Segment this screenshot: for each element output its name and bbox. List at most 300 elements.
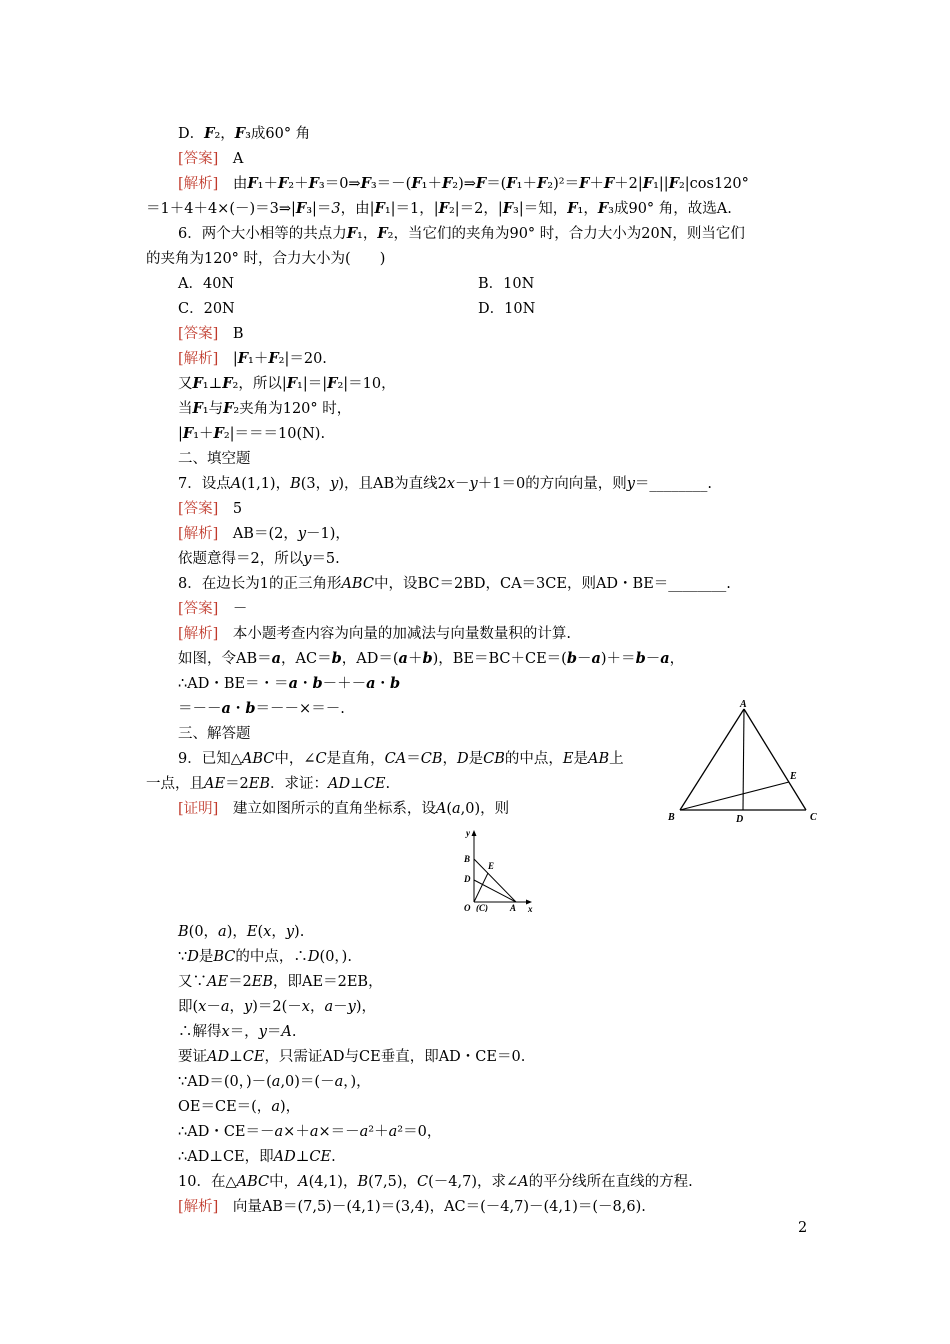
text-run: E [246,924,258,940]
text-line [146,199,732,219]
text-line [178,1197,646,1217]
section-tag: [答案] [178,601,219,617]
section-tag: [答案] [178,151,219,167]
text-run: 6．两个大小相等的共点力 [178,226,347,242]
text-run: 三、解答题 [178,726,251,742]
text-run: A [281,1024,292,1040]
text-line [146,774,390,794]
text-run: OE＝CE＝(， [178,1099,272,1115]
fig2-label-A: A [510,903,517,912]
text-run: F [213,425,224,442]
text-line [178,424,325,444]
text-run: B [357,1174,369,1190]
text-line [178,324,243,344]
text-run: ，即AE＝2EB， [273,974,383,990]
section-tag: [答案] [178,501,219,517]
text-line [178,624,571,644]
text-run: ₁|＝| [297,376,328,392]
text-run: y [347,999,356,1015]
text-run: EB [248,776,271,792]
text-line [178,149,243,169]
text-line [178,674,400,694]
text-run: ＋ [589,176,604,192]
text-run: 即( [178,999,199,1015]
text-run: a [274,1124,284,1140]
text-line [178,799,509,819]
text-run: D [187,949,199,965]
text-run: － [455,476,470,492]
text-run: 向量AB＝(7,5)－(4,1)＝(3,4)，AC＝(－4,7)－(4,1)＝(－8,6). [218,1199,646,1215]
text-run: ， [669,651,685,667]
text-run: B [290,476,301,492]
fig2-label-B: B [464,854,471,864]
text-line [178,699,345,719]
text-run: a [591,650,601,667]
text-run: 的平分线所在直线的方程. [528,1174,693,1190]
text-run: F [192,400,203,417]
text-run: )＝2(－ [252,999,302,1015]
text-run: a [271,650,282,667]
text-run: 3 [331,201,341,217]
text-run: )，BE＝BC＋CE＝( [432,651,567,667]
text-run: )， [226,924,247,940]
text-run: 一点，且 [146,776,204,792]
fig1-label-D: D [736,814,744,825]
text-run: ₁与 [202,401,224,417]
text-run: －1)， [306,526,350,542]
text-run: ，只需证AD与CE垂直，即AD・CE＝0. [264,1049,526,1065]
fig1-label-C: C [810,812,817,823]
page-number: 2 [798,1220,808,1236]
text-run: AE [207,974,229,990]
text-run: a [398,650,408,667]
text-line [178,649,684,669]
text-run: )，且AB为直线2 [338,476,447,492]
text-run: B．10N [478,276,535,292]
text-run: ₂夹角为120° 时， [233,401,352,417]
text-run: F [567,200,578,217]
text-run: (－4,7)，求∠ [428,1174,519,1190]
text-run: ， [229,999,245,1015]
text-run: 5 [218,501,243,517]
text-line [178,374,396,394]
section-tag: [解析] [178,1199,219,1215]
text-run: ₁＋ [193,426,214,442]
text-run: ，由| [340,201,375,217]
text-run: F [597,200,609,217]
text-run: ＝1＋4＋4×(－)＝3⇒| [146,201,296,217]
text-run: F [295,200,307,217]
text-run: ₂|cos120° [678,176,749,192]
text-line [178,749,624,769]
text-run: 中， [269,1174,299,1190]
text-run: F [536,175,548,192]
text-run: 是 [468,751,484,767]
text-run: A [518,1174,529,1190]
fig1-label-B: B [668,812,675,823]
text-run: ，)， [343,1074,371,1090]
text-run: x [301,999,310,1015]
text-run: A [230,476,242,492]
text-run: ＝2 [225,776,249,792]
text-run: )， [279,1099,301,1115]
text-run: 的中点， [504,751,563,767]
text-run: 依题意得＝2，所以 [178,551,304,567]
coordinate-figure [448,826,538,912]
text-run: F [642,175,654,192]
text-run: ₂， [214,126,235,142]
text-line [178,274,234,294]
text-run: ，AD＝( [341,651,399,667]
text-run: B [178,924,189,940]
text-run: 由 [218,176,248,192]
text-run: F [182,425,194,442]
text-run: ∴AD・BE＝・＝ [178,676,289,692]
text-run: y [626,476,635,492]
text-run: F [360,175,371,192]
text-run: 的中点，∴ [235,949,308,965]
text-run: 7．设点 [178,476,231,492]
text-run: ₂)⇒ [452,176,476,192]
section-tag: [解析] [178,176,219,192]
text-run: F [506,175,517,192]
text-run: | [178,426,183,442]
text-line [178,124,310,144]
text-run: F [579,175,590,192]
text-run: BC [213,949,236,965]
text-run: ＝－－×＝－. [255,701,345,717]
text-run: EB [251,974,274,990]
text-run: ＋2| [614,176,643,192]
text-line [178,224,745,244]
text-run: 如图，令AB＝ [178,651,272,667]
text-run: b [245,700,256,717]
text-run: F [668,175,679,192]
text-line [478,299,535,319]
text-run: (4,1)， [308,1174,358,1190]
text-run: ₃＝－( [370,176,412,192]
text-run: CE [309,1149,332,1165]
section-tag: [解析] [178,626,219,642]
text-run: C [417,1174,429,1190]
text-run: . [331,1149,336,1165]
text-run: ×＝－ [318,1124,360,1140]
text-run: 的夹角为120° 时，合力大小为( ) [146,251,386,267]
text-run: 9．已知△ [178,751,242,767]
text-run: D．10N [478,301,536,317]
text-line [178,972,383,992]
text-run: a [309,1124,319,1140]
text-run: － [206,999,221,1015]
text-run: F [603,175,615,192]
fig2-label-E: E [488,861,495,871]
text-run: －＋－ [322,676,367,692]
text-run: － [218,601,248,617]
text-run: ＝5. [311,551,340,567]
text-run: 当 [178,401,193,417]
text-run: ₂|＝2，| [448,201,503,217]
text-run: F [234,125,246,142]
text-run: F [204,125,215,142]
text-run: a [324,999,334,1015]
text-run: AD [207,1049,230,1065]
text-run: ＝－－ [178,701,222,717]
fig2-label-C: (C) [476,903,488,912]
text-run: ．求证： [270,776,329,792]
text-run: y [244,999,253,1015]
text-run: a [271,1074,281,1090]
text-run: F [286,375,298,392]
text-run: F [327,375,338,392]
text-run: A．40N [178,276,235,292]
text-run: (0， [188,924,219,940]
text-run: 是直角， [326,751,385,767]
text-run: ＝________. [634,476,713,492]
text-run: ₃成90° 角，故选A. [608,201,732,217]
text-run: F [308,175,319,192]
text-run: CB [420,751,443,767]
text-line [178,299,235,319]
text-run: 要证 [178,1049,207,1065]
text-run: x [263,924,272,940]
text-run: ⊥ [229,1049,243,1065]
text-run: b [566,650,577,667]
text-run: ₂|＝20. [278,351,327,367]
text-run: ₂|＝＝＝10(N). [223,426,326,442]
text-run: D [307,949,320,965]
text-line [178,1097,300,1117]
text-run: ( [446,801,452,817]
text-run: y [330,476,339,492]
fig1-label-E: E [790,771,797,782]
text-run: ， [442,751,457,767]
text-run: 上 [609,751,624,767]
text-run: 二、填空题 [178,451,251,467]
text-run: 10．在△ [178,1174,237,1190]
section-tag: [解析] [178,351,219,367]
text-run: ₁＋ [248,351,269,367]
text-run: F [247,175,258,192]
text-line [178,499,242,519]
text-run: b [331,650,342,667]
text-line [178,1147,336,1167]
text-run: AE [204,776,226,792]
text-run: － [645,651,661,667]
text-run: ₂＋ [288,176,309,192]
text-line [178,1072,371,1092]
text-run: ∴AD⊥CE，即 [178,1149,274,1165]
text-line [178,524,350,544]
text-run: ABC [341,576,374,592]
text-run: ₁＋ [421,176,442,192]
text-run: y [303,551,312,567]
text-run: F [441,175,453,192]
text-run: ₂，所以| [232,376,287,392]
text-run: ,0)＝(－ [280,1074,335,1090]
section-tag: [答案] [178,326,219,342]
text-run: ・ [375,676,391,692]
text-line [178,997,376,1017]
text-run: a [218,924,227,940]
text-run: ・ [297,676,313,692]
text-run: ₃|＝知， [513,201,568,217]
text-run: F [222,375,233,392]
text-line [178,1047,525,1067]
fig1-label-A: A [740,700,747,710]
text-run: ×＋ [283,1124,310,1140]
text-run: F [411,175,422,192]
text-run: 本小题考查内容为向量的加减法与向量数量积的计算. [218,626,571,642]
text-run: ∵ [178,949,188,965]
text-run: ， [309,999,325,1015]
text-run: ∵AD＝(0，)－( [178,1074,272,1090]
text-line [178,1122,441,1142]
text-run: b [390,675,401,692]
text-run: ₁， [357,226,378,242]
text-run: ₃|＝ [306,201,332,217]
text-run: 中，设BC＝2BD，CA＝3CE，则AD・BE＝________. [373,576,731,592]
text-run: AB [587,751,610,767]
text-line [178,947,352,967]
text-run: ₁|＝1，| [384,201,439,217]
fig2-label-x: x [528,904,533,912]
text-run: b [312,675,323,692]
text-line [178,399,351,419]
text-run: 是 [573,751,588,767]
text-run: )， [355,999,376,1015]
text-run: 中，∠ [274,751,316,767]
section-tag: [证明] [178,801,219,817]
fig2-label-D: D [464,874,471,884]
text-run: y [469,476,478,492]
fig2-label-O: O [464,903,471,912]
text-run: a [388,1124,398,1140]
text-run: x [221,1024,230,1040]
text-line [178,449,251,469]
text-run: F [237,350,249,367]
text-run: F [277,175,289,192]
text-run: ＝2 [228,974,252,990]
text-run: a [660,650,670,667]
text-run: ₁， [577,201,598,217]
text-run: a [221,700,231,717]
text-run: F [377,225,388,242]
text-line [178,574,731,594]
text-run: x [198,999,207,1015]
text-run: . [291,1024,297,1040]
text-run: ∴AD・CE＝－ [178,1124,275,1140]
text-run: ABC [236,1174,270,1190]
text-run: ＝， [229,1024,259,1040]
text-run: ・ [230,701,246,717]
text-run: a [366,675,376,692]
text-run: 建立如图所示的直角坐标系，设 [218,801,436,817]
text-run: a [359,1124,369,1140]
text-run: ＝( [486,176,507,192]
text-run: | [218,351,238,367]
text-run: ＋1＝0的方向向量，则 [477,476,627,492]
text-run: A [218,151,244,167]
text-run: CA [384,751,407,767]
text-line [178,174,749,194]
text-run: a [288,675,298,692]
text-run: 是 [198,949,214,965]
text-run: x [446,476,456,492]
text-run: CB [483,751,505,767]
text-run: F [374,200,385,217]
text-run: ＝ [406,751,421,767]
text-run: ，AC＝ [281,651,332,667]
text-run: F [223,400,234,417]
text-run: ₃成60° 角 [245,126,311,142]
text-line [178,549,340,569]
text-run: B [218,326,244,342]
text-run: ²＋ [368,1124,389,1140]
text-line [178,724,251,744]
text-line [178,1172,693,1192]
text-run: D． [178,126,205,142]
text-run: AD [328,776,351,792]
text-run: 又 [178,376,193,392]
text-run: － [333,999,348,1015]
text-run: 又∵ [178,974,207,990]
text-run: a [220,999,230,1015]
text-run: ⊥ [350,776,364,792]
text-run: ₁＋ [257,176,278,192]
text-run: C [315,751,327,767]
text-run: F [268,350,279,367]
text-line [146,249,385,269]
text-line [178,474,712,494]
text-run: A [298,1174,309,1190]
text-run: AD [273,1149,296,1165]
text-run: ,0)，则 [460,801,510,817]
text-run: a [451,801,461,817]
text-run: － [576,651,592,667]
text-run: ₂，当它们的夹角为90° 时，合力大小为20N，则当它们 [387,226,745,242]
text-run: ₁⊥ [202,376,223,392]
triangle-figure [660,700,830,830]
text-run: (7,5)， [368,1174,417,1190]
text-run: AB＝(2， [218,526,298,542]
text-run: F [192,375,203,392]
text-run: (3， [300,476,331,492]
fig2-label-y: y [466,828,470,838]
text-run: b [635,650,646,667]
text-run: )＋＝ [600,651,636,667]
text-run: ₂)²＝ [547,176,580,192]
text-run: F [502,200,514,217]
text-run: ²＝0， [397,1124,442,1140]
text-run: E [562,751,574,767]
text-run: ， [271,924,286,940]
section-tag: [解析] [178,526,219,542]
text-run: CE [363,776,386,792]
text-run: D [456,751,469,767]
text-run: ₂|＝10， [337,376,396,392]
text-line [178,922,304,942]
text-run: ＝ [266,1024,282,1040]
text-run: (1,1)， [241,476,291,492]
text-run: ∴解得 [178,1024,222,1040]
text-run: ⊥ [295,1149,310,1165]
text-run: CE [242,1049,265,1065]
text-run: ABC [241,751,275,767]
text-run: F [346,225,358,242]
text-run: F [438,200,449,217]
text-line [478,274,534,294]
text-run: ₁|| [653,176,669,192]
